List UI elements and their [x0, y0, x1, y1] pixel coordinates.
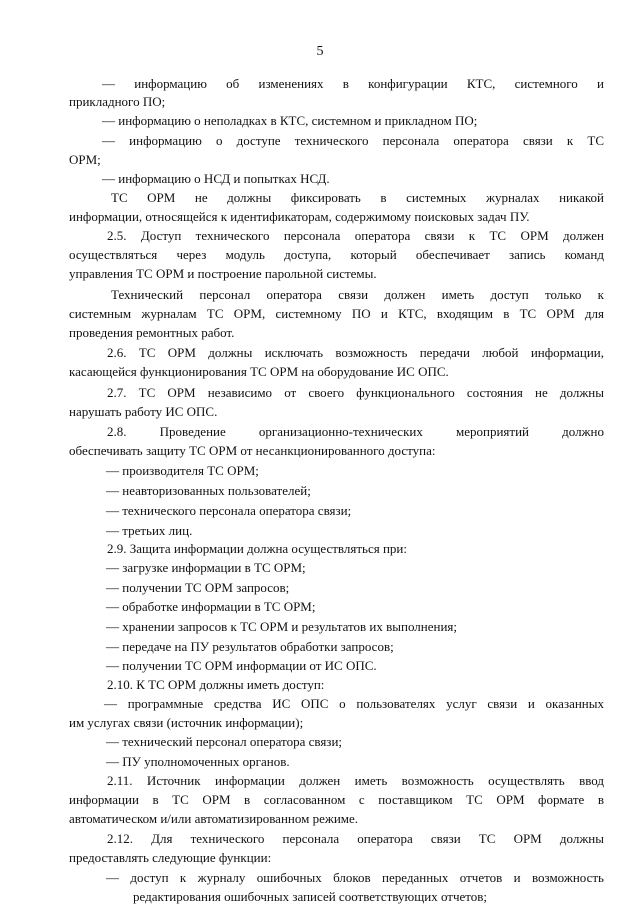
list-item: — доступ к журналу ошибочных блоков переданных отчетов и возможность — [106, 870, 604, 885]
text-line: проведения ремонтных работ. — [69, 325, 235, 340]
text-line: автоматическом и/или автоматизированном режиме. — [69, 811, 359, 826]
list-item: — производителя ТС ОРМ; — [106, 463, 259, 478]
list-item: — программные средства ИС ОПС о пользователях услуг связи и оказанных — [104, 696, 604, 711]
text-line: касающейся функционирования ТС ОРМ на оборудование ИС ОПС. — [69, 364, 449, 379]
text-line: им услугах связи (источник информации); — [69, 715, 304, 730]
list-item: — технический персонал оператора связи; — [106, 734, 343, 749]
text-line: редактирования ошибочных записей соответствующих отчетов; — [133, 889, 488, 904]
text-line: нарушать работу ИС ОПС. — [69, 404, 218, 419]
text-line: Технический персонал оператора связи должен иметь доступ только к — [111, 287, 604, 302]
text-line: 2.6. ТС ОРМ должны исключать возможность передачи любой информации, — [107, 345, 604, 360]
text-line: 2.8. Проведение организационно-технических мероприятий должно — [107, 424, 604, 439]
list-item: — ПУ уполномоченных органов. — [106, 754, 290, 769]
list-item: — получении ТС ОРМ информации от ИС ОПС. — [106, 658, 377, 673]
list-item: — хранении запросов к ТС ОРМ и результатов их выполнения; — [106, 619, 457, 634]
text-line: информации в ТС ОРМ в согласованном с поставщиком ТС ОРМ формате в — [69, 792, 604, 807]
text-line: 2.11. Источник информации должен иметь возможность осуществлять ввод — [107, 773, 604, 788]
text-line: осуществляться через модуль доступа, который обеспечивает запись команд — [69, 247, 604, 262]
text-line: 2.5. Доступ технического персонала оператора связи к ТС ОРМ должен — [107, 228, 604, 243]
text-line: предоставлять следующие функции: — [69, 850, 272, 865]
list-item: — третьих лиц. — [106, 523, 193, 538]
list-item: — неавторизованных пользователей; — [106, 483, 311, 498]
text-line: управления ТС ОРМ и построение парольной системы. — [69, 266, 377, 281]
text-line: информации, относящейся к идентификаторам, содержимому поисковых задач ПУ. — [69, 209, 530, 224]
list-item: — передаче на ПУ результатов обработки запросов; — [106, 639, 394, 654]
text-line: обеспечивать защиту ТС ОРМ от несанкционированного доступа: — [69, 443, 436, 458]
list-item: — обработке информации в ТС ОРМ; — [106, 599, 316, 614]
text-line: ТС ОРМ не должны фиксировать в системных журналах никакой — [111, 190, 604, 205]
list-item: — загрузке информации в ТС ОРМ; — [106, 560, 306, 575]
page-number: 5 — [316, 44, 324, 59]
text-line: — информацию о доступе технического персонала оператора связи к ТС — [102, 133, 604, 148]
list-item: — получении ТС ОРМ запросов; — [106, 580, 290, 595]
text-line: — информацию о НСД и попытках НСД. — [102, 171, 330, 186]
text-line: 2.12. Для технического персонала оператора связи ТС ОРМ должны — [107, 831, 604, 846]
text-line: — информацию об изменениях в конфигурации КТС, системного и — [102, 76, 604, 91]
text-line: ОРМ; — [69, 152, 101, 167]
text-line: системным журналам ТС ОРМ, системному ПО и КТС, входящим в ТС ОРМ для — [69, 306, 604, 321]
text-line: — информацию о неполадках в КТС, системном и прикладном ПО; — [102, 113, 478, 128]
text-line: 2.7. ТС ОРМ независимо от своего функционального состояния не должны — [107, 385, 604, 400]
list-item: — технического персонала оператора связи; — [106, 503, 352, 518]
text-line: 2.10. К ТС ОРМ должны иметь доступ: — [107, 677, 325, 692]
text-line: прикладного ПО; — [69, 94, 166, 109]
text-line: 2.9. Защита информации должна осуществляться при: — [107, 541, 407, 556]
